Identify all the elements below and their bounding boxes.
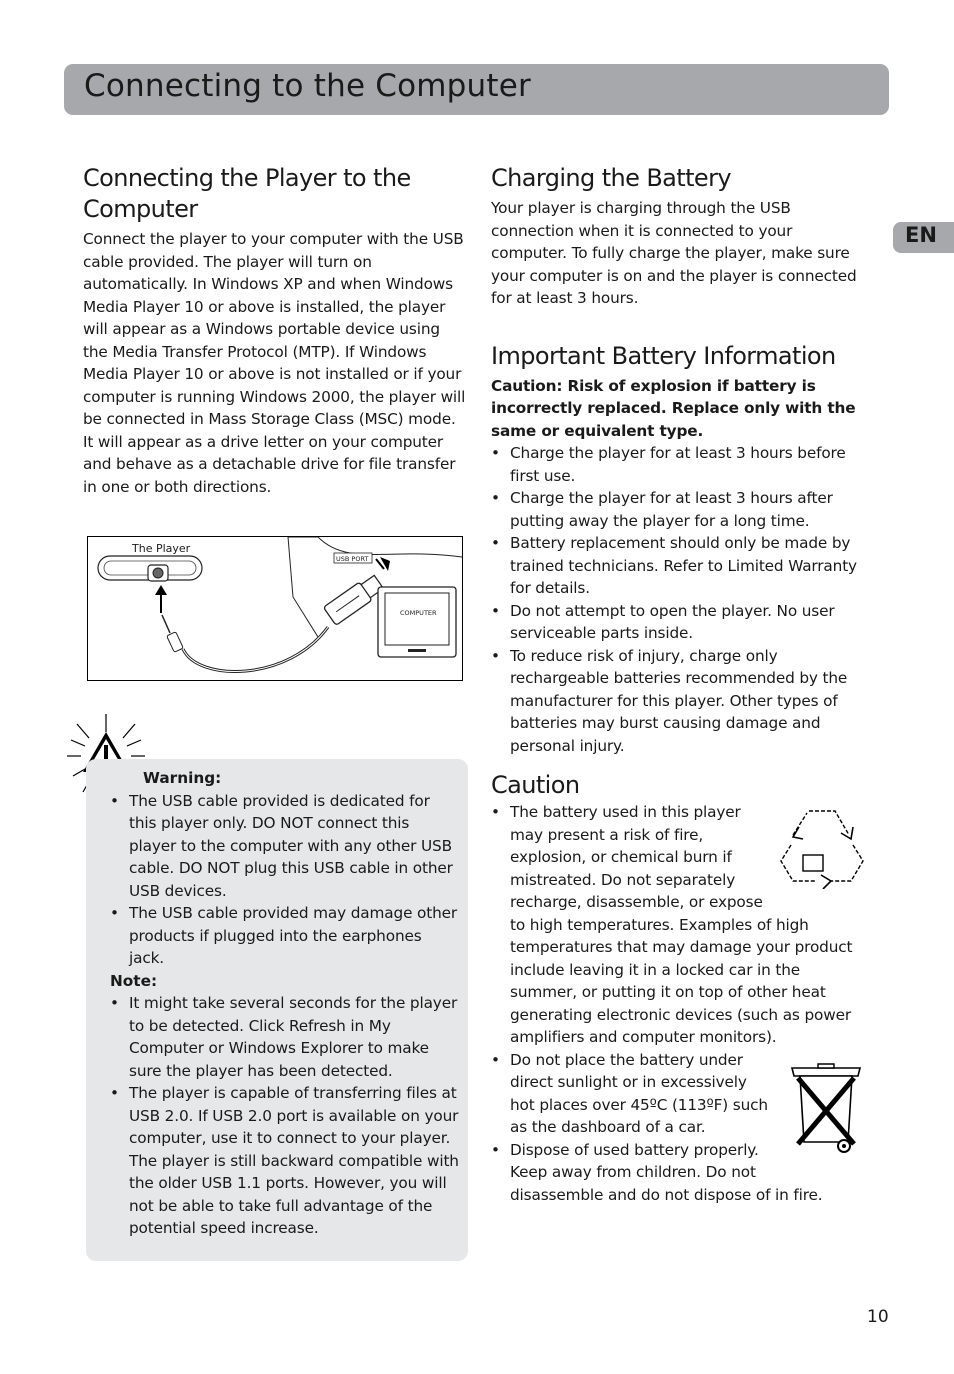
caution-line: direct sunlight or in excessively	[510, 1073, 747, 1091]
page-title: Connecting to the Computer	[84, 68, 531, 104]
caution-line: as the dashboard of a car.	[510, 1118, 706, 1136]
battery-info-heading: Important Battery Information	[491, 341, 836, 370]
battery-info-item: • Charge the player for at least 3 hours before first use.	[491, 442, 866, 487]
connection-illustration	[88, 537, 462, 680]
caution-line: recharge, disassemble, or expose	[510, 893, 763, 911]
battery-info-item: • Do not attempt to open the player. No user serviceable parts inside.	[491, 600, 866, 645]
caution-line: Keep away from children. Do not	[510, 1163, 756, 1181]
caution-line: summer, or putting it on top of other heat	[510, 983, 826, 1001]
connection-figure	[87, 536, 463, 681]
caution-line: mistreated. Do not separately	[510, 870, 736, 889]
connecting-body: Connect the player to your computer with the USB cable provided. The player will turn on automatically. In Windows XP and when Windows Media Player 10 or above is installed, the player will appear as a Windows portable device using the Media Transfer Protocol (MTP). If Windows Media Player 10 or above is not installed or if your computer is running Windows 2000, the player will be connected in Mass Storage Class (MSC) mode. It will appear as a drive letter on your computer and behave as a detachable drive for file transfer in one or both directions.	[83, 230, 466, 496]
caution-line: to high temperatures. Examples of high	[510, 915, 809, 934]
note-heading: Note:	[110, 971, 158, 990]
player-label: The Player	[132, 542, 191, 555]
note-item: • It might take several seconds for the player to be detected. Click Refresh in My Computer or Windows Explorer to make sure the player has been detected.	[110, 992, 460, 1082]
computer-label: COMPUTER	[400, 609, 437, 617]
battery-caution: Caution: Risk of explosion if battery is incorrectly replaced. Replace only with the same or equivalent type.	[491, 376, 856, 440]
caution-line: explosion, or chemical burn if	[510, 848, 732, 866]
usb-port-label: USB PORT	[336, 555, 369, 563]
caution-line: disassemble and do not dispose of in fire.	[510, 1185, 823, 1204]
warning-list	[110, 790, 460, 970]
caution-heading: Caution	[491, 771, 580, 799]
caution-line: amplifiers and computer monitors).	[510, 1028, 777, 1046]
charging-body: Your player is charging through the USB connection when it is connected to your computer. To fully charge the player, make sure your computer is on and the player is connected for at least 3 hours.	[491, 199, 857, 307]
warning-box	[86, 759, 468, 1261]
warning-item: • The USB cable provided is dedicated for this player only. DO NOT connect this player to the computer with any other USB cable. DO NOT plug this USB cable in other USB devices.	[110, 790, 460, 903]
caution-line: hot places over 45ºC (113ºF) such	[510, 1095, 768, 1114]
battery-info-list	[491, 442, 866, 757]
language-tab	[893, 222, 954, 253]
left-column	[83, 163, 468, 498]
crossed-bin-icon	[788, 1060, 864, 1156]
language-tab-label: EN	[905, 223, 937, 247]
caution-line: • Dispose of used battery properly.	[510, 1140, 759, 1159]
recycle-icon	[779, 805, 865, 889]
connecting-heading: Connecting the Player to the Computer	[83, 164, 411, 223]
caution-line: • Do not place the battery under	[510, 1050, 743, 1069]
note-item: • The player is capable of transferring files at USB 2.0. If USB 2.0 port is available on your computer, use it to connect to your player. The player is still backward compatible with the older USB 1.1 ports. However, you will not be able to take full advantage of the potential speed increase.	[110, 1082, 460, 1240]
page-number: 10	[867, 1307, 889, 1327]
charging-heading: Charging the Battery	[491, 164, 731, 192]
right-column	[491, 163, 866, 1206]
battery-info-item: • Charge the player for at least 3 hours after putting away the player for a long time.	[491, 487, 866, 532]
warning-heading: Warning:	[143, 769, 222, 787]
battery-info-item: • Battery replacement should only be made by trained technicians. Refer to Limited Warranty for details.	[491, 532, 866, 600]
caution-line: • The battery used in this player	[510, 803, 741, 821]
caution-line: may present a risk of fire,	[510, 825, 704, 844]
caution-line: generating electronic devices (such as power	[510, 1005, 851, 1024]
caution-line: include leaving it in a locked car in the	[510, 960, 801, 979]
header-bar	[64, 64, 889, 115]
caution-line: temperatures that may damage your product	[510, 938, 853, 956]
battery-info-item: • To reduce risk of injury, charge only rechargeable batteries recommended by the manufacturer for this player. Other types of batteries may burst causing damage and personal injury.	[491, 645, 866, 758]
warning-item: • The USB cable provided may damage other products if plugged into the earphones jack.	[110, 902, 460, 970]
note-list	[110, 992, 460, 1240]
